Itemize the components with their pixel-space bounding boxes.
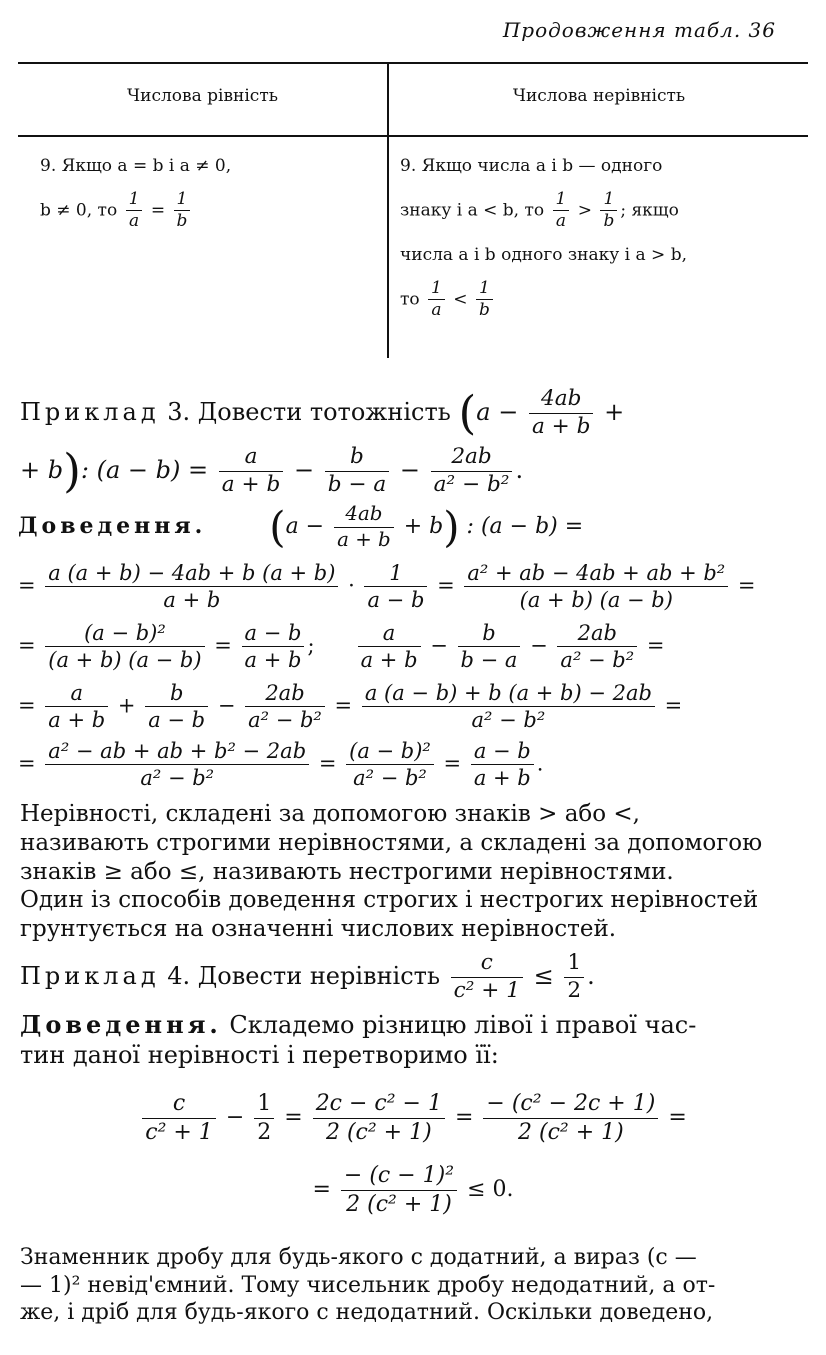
fraction: $\frac{1}{a}$ [126,189,143,233]
cell-line: числа a і b одного знаку і a > b, [400,244,687,265]
fraction: $\frac{2ab}{\text{a² − b²}}$ [245,680,325,734]
proof-4-intro: Доведення. Складемо різницю лівої і правої час- тин даної нерівності і перетворимо її: [20,1010,697,1069]
proof-3-line-1: Доведення. (a − $\frac{4ab}{a + b}$ + b) : (a − b) = [18,502,584,552]
fraction: $\frac{4ab}{a + b}$ [334,502,394,552]
cell-line: b ≠ 0, то $\frac{1}{a}$ = $\frac{1}{b}$ [40,189,380,233]
proof-3-line-5: = $\frac{\text{a² − ab + ab + b² − 2ab}}{\text{a² − b²}}$ = $\frac{\text{(a − b)²}}{\text{a² − b²}}$ = $\frac{a - b}{a + b}$ . [18,739,544,791]
proof-4-math-1: $\frac{c}{\text{c² + 1}}$ − $\frac{1}{2}$ = $\frac{\text{2c − c² − 1}}{\text{2 (c² + 1)}}$ = $\frac{\text{− (c² − 2c + 1)}}{\text{2 (c² + 1)}}$ = [18,1090,808,1146]
fraction: $\frac{a - b}{a + b}$ [242,620,305,674]
fraction: $\frac{b}{b - a}$ [458,620,521,674]
running-head: Продовження табл. 36 [502,18,776,42]
fraction: $\frac{1}{a}$ [428,278,445,322]
fraction: $\frac{\text{a² + ab − 4ab + ab + b²}}{(a + b) (a - b)}$ [464,560,728,614]
fraction: $\frac{b}{b - a}$ [325,444,390,499]
cell-line: знаку і a < b, то $\frac{1}{a}$ > $\frac{1}{b}$ ; якщо [400,189,679,232]
table-header-rule [18,135,808,137]
fraction: $\frac{1}{2}$ [254,1090,274,1146]
fraction: $\frac{a - b}{a + b}$ [471,738,534,792]
cell-line: то $\frac{1}{a}$ < $\frac{1}{b}$ [400,278,810,322]
fraction: $\frac{\text{− (c² − 2c + 1)}}{\text{2 (c² + 1)}}$ [483,1090,658,1146]
example-3-statement-cont: + b): (a − b) = $\frac{a}{a + b}$ − $\frac{b}{b - a}$ − $\frac{2ab}{\text{a² − b²}}$ . [20,444,524,498]
table-top-rule [18,62,808,64]
fraction: $\frac{\text{2c − c² − 1}}{\text{2 (c² + 1)}}$ [313,1090,445,1146]
fraction: $\frac{a}{a + b}$ [358,620,421,674]
table-header-inequality: Числова нерівність [512,86,686,106]
fraction: $\frac{2ab}{\text{a² − b²}}$ [557,620,637,674]
table-column-divider [387,63,389,358]
fraction: $\frac{c}{\text{c² + 1}}$ [142,1090,216,1146]
paragraph-denominator: Знаменник дробу для будь-якого c додатний, а вираз (c — — 1)² невід'ємний. Тому чисельник дробу недодатний, а от- же, і дріб для будь-якого c недодатний. Оскільки доведено, [20,1245,716,1325]
fraction: $\frac{a (a - b) + b (a + b) - 2ab}{\text{a² − b²}}$ [362,680,655,734]
table-header-equality: Числова рівність [127,86,278,106]
fraction: $\frac{a}{a + b}$ [45,680,108,734]
example-3-statement: Приклад 3. Довести тотожність (a − $\frac{4ab}{a + b}$ + [20,386,625,440]
fraction: $\frac{4ab}{a + b}$ [529,386,594,441]
fraction: $\frac{a (a + b) - 4ab + b (a + b)}{a + b}$ [45,560,338,614]
proof-4-math-2: = $\frac{\text{− (c − 1)²}}{\text{2 (c² + 1)}}$ ≤ 0. [312,1163,514,1217]
fraction: $\frac{1}{b}$ [476,278,493,322]
proof-3-line-4: = $\frac{a}{a + b}$ + $\frac{b}{a - b}$ − $\frac{2ab}{\text{a² − b²}}$ = $\frac{a (a - b) + b (a + b) - 2ab}{\text{a² − b²}}$ = [18,681,683,733]
fraction: $\frac{1}{2}$ [564,950,584,1005]
fraction: $\frac{c}{\text{c² + 1}}$ [451,950,523,1005]
fraction: $\frac{b}{a - b}$ [145,680,208,734]
fraction: $\frac{1}{b}$ [600,189,617,233]
cell-line: 9. Якщо a = b і a ≠ 0, [40,156,232,176]
fraction: $\frac{\text{(a − b)²}}{(a + b) (a - b)}$ [45,620,204,674]
fraction: $\frac{\text{a² − ab + ab + b² − 2ab}}{\text{a² − b²}}$ [45,738,309,792]
proof-3-line-3: = $\frac{\text{(a − b)²}}{(a + b) (a - b)}$ = $\frac{a - b}{a + b}$ ; $\frac{a}{a + b}$ − $\frac{b}{b - a}$ − $\frac{2ab}{\text{a² − b²}}$ = [18,621,665,673]
fraction: $\frac{2ab}{\text{a² − b²}}$ [431,444,513,499]
table-cell-inequality-9 [400,158,810,335]
fraction: $\frac{1}{a}$ [553,189,570,233]
proof-3-line-2: = $\frac{a (a + b) - 4ab + b (a + b)}{a + b}$ · $\frac{1}{a - b}$ = $\frac{\text{a² + ab − 4ab + ab + b²}}{(a + b) (a - b)}$ = [18,561,756,613]
fraction: $\frac{1}{b}$ [174,189,191,233]
table-cell-equality-9 [40,158,380,247]
paragraph-inequalities: Нерівності, складені за допомогою знаків > або <, називають строгими нерівностями, а складені за допомогою знаків ≥ або ≤, називають нестрогими нерівностями. Один із способів доведення строгих і нестрогих нерівностей грунтується на означенні числових нерівностей. [20,801,763,942]
cell-line: 9. Якщо числа a і b — одного [400,156,663,176]
fraction: $\frac{1}{a - b}$ [364,560,427,614]
example-4-statement: Приклад 4. Довести нерівність $\frac{c}{\text{c² + 1}}$ ≤ $\frac{1}{2}$ . [20,950,595,1003]
fraction: $\frac{a}{a + b}$ [219,444,284,499]
fraction: $\frac{\text{(a − b)²}}{\text{a² − b²}}$ [346,738,434,792]
fraction: $\frac{\text{− (c − 1)²}}{\text{2 (c² + 1)}}$ [341,1162,457,1218]
